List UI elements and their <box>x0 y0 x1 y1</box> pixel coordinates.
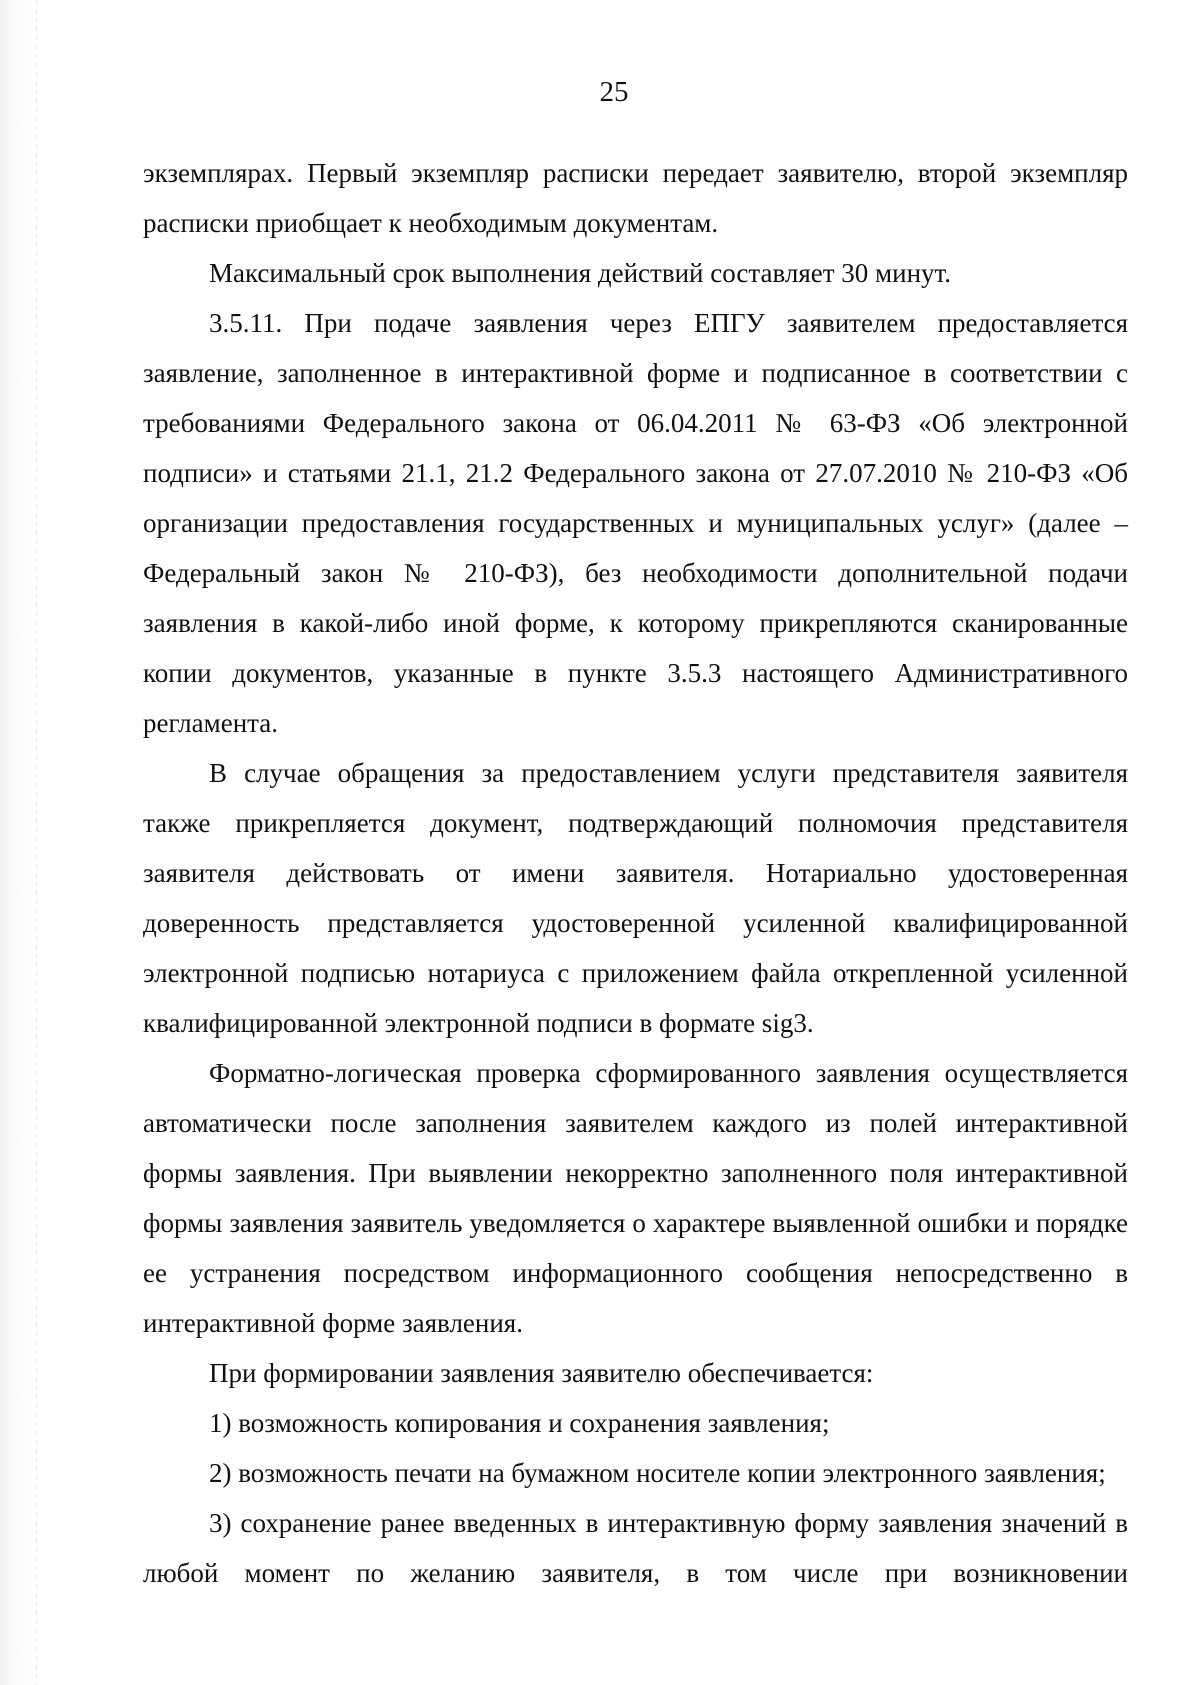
paragraph-max-time: Максимальный срок выполнения действий составляет 30 минут. <box>209 258 952 288</box>
list-item-2: 2) возможность печати на бумажном носителе копии электронного заявления; <box>209 1458 1106 1488</box>
paragraph-representative: В случае обращения за предоставлением услуги представителя заявителя также прикрепляется документ, подтверждающий полномочия представителя заявителя действовать от имени заявителя. Нотариально удостоверенная доверенность представляется удостоверенной усиленной квалифицированной электронной подписью нотариуса с приложением файла открепленной усиленной квалифицированной электронной подписи в формате sig3. <box>143 758 1128 1038</box>
page-number: 25 <box>599 76 629 108</box>
paragraph-format-check: Форматно-логическая проверка сформированного заявления осуществляется автоматически после заполнения заявителем каждого из полей интерактивной формы заявления. При выявлении некорректно заполненного поля интерактивной формы заявления заявитель уведомляется о характере выявленной ошибки и порядке ее устранения посредством информационного сообщения непосредственно в интерактивной форме заявления. <box>143 1058 1128 1338</box>
paragraph-3-5-11: 3.5.11. При подаче заявления через ЕПГУ заявителем предоставляется заявление, заполненное в интерактивной форме и подписанное в соответствии с требованиями Федерального закона от 06.04.2011 № 63-ФЗ «Об электронной подписи» и статьями 21.1, 21.2 Федерального закона от 27.07.2010 № 210-ФЗ «Об организации предоставления государственных и муниципальных услуг» (далее – Федеральный закон № 210-ФЗ), без необходимости дополнительной подачи заявления в какой-либо иной форме, к которому прикрепляются сканированные копии документов, указанные в пункте 3.5.3 настоящего Административного регламента. <box>143 308 1128 738</box>
body-text <box>143 148 1128 1598</box>
list-item-3: 3) сохранение ранее введенных в интерактивную форму заявления значений в любой момент по желанию заявителя, в том числе при возникновении <box>143 1508 1128 1588</box>
paragraph-continuation: экземплярах. Первый экземпляр расписки передает заявителю, второй экземпляр расписки приобщает к необходимым документам. <box>143 158 1128 238</box>
list-item-1: 1) возможность копирования и сохранения заявления; <box>209 1408 830 1438</box>
paragraph-provision-intro: При формировании заявления заявителю обеспечивается: <box>209 1358 874 1388</box>
